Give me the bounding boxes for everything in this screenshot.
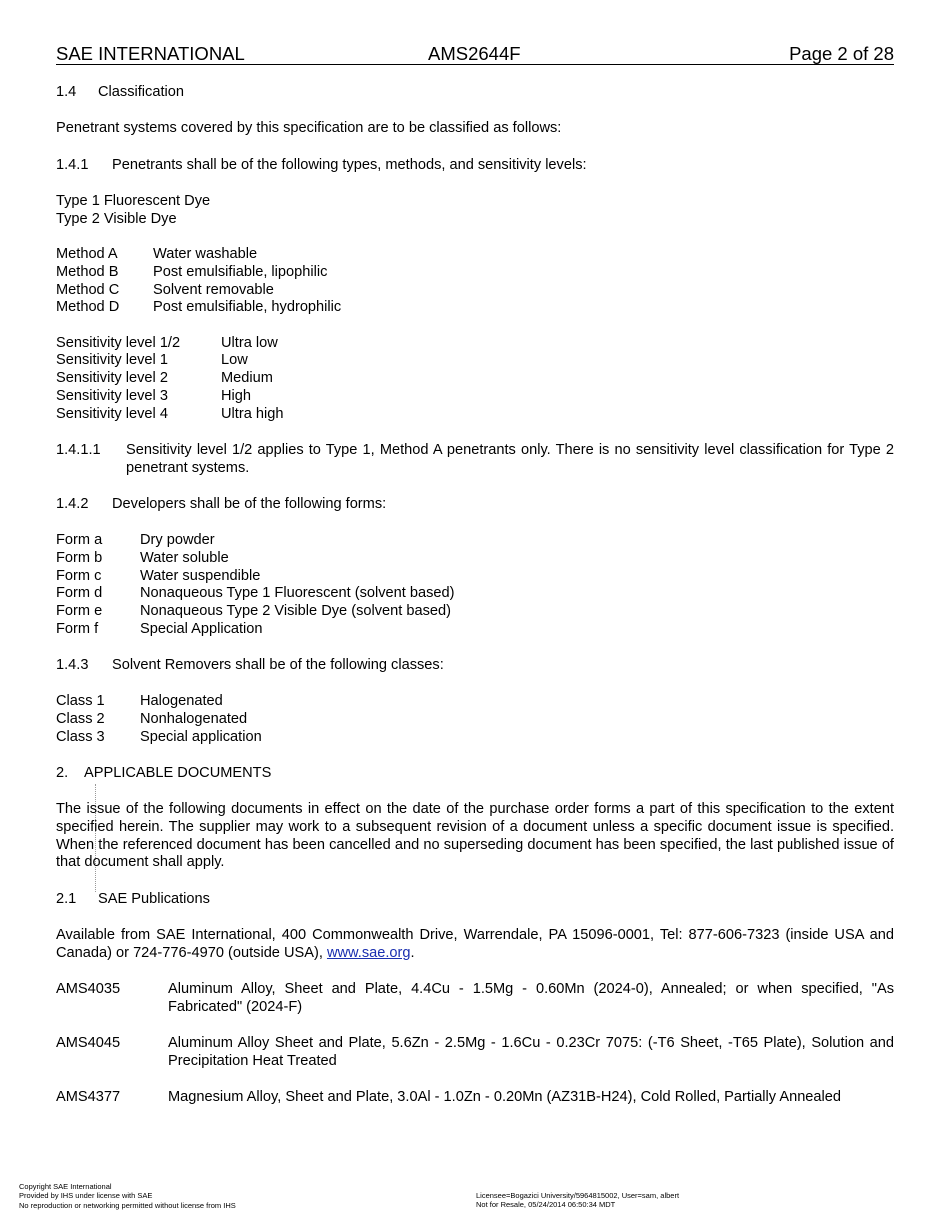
sensitivity-label: Sensitivity level 2	[56, 370, 168, 386]
section-title-applicable-documents: APPLICABLE DOCUMENTS	[84, 765, 272, 781]
sensitivity-label: Sensitivity level 3	[56, 388, 168, 404]
class-label: Class 3	[56, 729, 105, 745]
class-desc: Halogenated	[140, 693, 223, 709]
method-desc: Post emulsifiable, lipophilic	[153, 264, 328, 280]
developers-heading: Developers shall be of the following forms:	[112, 496, 387, 512]
section-number-2-1: 2.1	[56, 891, 77, 907]
doc-code: AMS4045	[56, 1035, 121, 1051]
class-label: Class 1	[56, 693, 105, 709]
sae-availability-text	[56, 927, 894, 963]
classification-intro: Penetrant systems covered by this specification are to be classified as follows:	[56, 120, 562, 136]
sensitivity-desc: Ultra low	[221, 335, 278, 351]
form-label: Form e	[56, 603, 103, 619]
sensitivity-desc: Low	[221, 352, 248, 368]
class-desc: Special application	[140, 729, 262, 745]
sensitivity-desc: High	[221, 388, 252, 404]
form-desc: Dry powder	[140, 532, 215, 548]
doc-code: AMS4035	[56, 981, 121, 997]
doc-code: AMS4377	[56, 1089, 121, 1105]
sensitivity-desc: Ultra high	[221, 406, 284, 422]
section-number-1-4-3: 1.4.3	[56, 657, 89, 673]
class-label: Class 2	[56, 711, 105, 727]
footer-line: Copyright SAE International	[19, 1182, 112, 1191]
method-label: Method C	[56, 282, 120, 298]
section-number-1-4-1-1: 1.4.1.1	[56, 442, 101, 458]
section-number-1-4-1: 1.4.1	[56, 157, 89, 173]
form-label: Form d	[56, 585, 103, 601]
header-document-number: AMS2644F	[428, 43, 521, 64]
sensitivity-desc: Medium	[221, 370, 273, 386]
doc-desc: Aluminum Alloy, Sheet and Plate, 4.4Cu - 1.5Mg - 0.60Mn (2024-0), Annealed; or when specified, "As Fabricated" (2024-F)	[168, 981, 894, 1015]
footer-license	[476, 1191, 679, 1210]
method-desc: Post emulsifiable, hydrophilic	[153, 299, 342, 315]
type-item: Type 1 Fluorescent Dye	[56, 193, 211, 209]
penetrants-heading: Penetrants shall be of the following types, methods, and sensitivity levels:	[112, 157, 587, 173]
header-page-number: Page 2 of 28	[789, 43, 894, 64]
class-desc: Nonhalogenated	[140, 711, 248, 727]
sensitivity-note: Sensitivity level 1/2 applies to Type 1, Method A penetrants only. There is no sensitivity level classification for Type 2 penetrant systems.	[126, 442, 894, 476]
footer-line: Licensee=Bogazici University/5964815002, User=sam, albert	[476, 1191, 680, 1200]
form-desc: Water suspendible	[140, 568, 261, 584]
sae-availability-text-after: .	[410, 944, 415, 961]
method-label: Method B	[56, 264, 119, 280]
sensitivity-label: Sensitivity level 1	[56, 352, 168, 368]
method-desc: Solvent removable	[153, 282, 274, 298]
header-organization: SAE INTERNATIONAL	[56, 43, 245, 64]
doc-desc: Aluminum Alloy Sheet and Plate, 5.6Zn - 2.5Mg - 1.6Cu - 0.23Cr 7075: (-T6 Sheet, -T65 Plate), Solution and Precipitation Heat Treated	[168, 1035, 894, 1069]
form-label: Form f	[56, 621, 99, 637]
form-desc: Nonaqueous Type 1 Fluorescent (solvent based)	[140, 585, 455, 601]
form-label: Form a	[56, 532, 103, 548]
footer-line: Provided by IHS under license with SAE	[19, 1191, 153, 1201]
footer-line: Not for Resale, 05/24/2014 06:50:34 MDT	[476, 1200, 616, 1210]
method-label: Method D	[56, 299, 120, 315]
section-title-classification: Classification	[98, 84, 184, 100]
form-desc: Special Application	[140, 621, 263, 637]
form-desc: Water soluble	[140, 550, 229, 566]
form-desc: Nonaqueous Type 2 Visible Dye (solvent based)	[140, 603, 451, 619]
page-header	[56, 43, 894, 65]
form-label: Form b	[56, 550, 103, 566]
footer-line: No reproduction or networking permitted without license from IHS	[19, 1200, 236, 1210]
sensitivity-label: Sensitivity level 4	[56, 406, 168, 422]
applicable-documents-text: The issue of the following documents in effect on the date of the purchase order forms a part of this specification to the extent specified herein. The supplier may work to a subsequent revision of a document unless a specific document issue is specified. When the referenced document has been cancelled and no superseding document has been specified, the last published issue of that document shall apply.	[56, 801, 894, 871]
type-item: Type 2 Visible Dye	[56, 211, 177, 227]
section-number-2: 2.	[56, 765, 69, 781]
solvent-removers-heading: Solvent Removers shall be of the following classes:	[112, 657, 444, 673]
section-number-1-4-2: 1.4.2	[56, 496, 89, 512]
section-number-1-4: 1.4	[56, 84, 77, 100]
sensitivity-label: Sensitivity level 1/2	[56, 335, 181, 351]
section-title-sae-publications: SAE Publications	[98, 891, 210, 907]
sae-availability-text-before: Available from SAE International, 400 Commonwealth Drive, Warrendale, PA 15096-0001, Tel: 877-606-7323 (inside USA and Canada) or 724-776-4970 (outside USA),	[56, 927, 894, 961]
document-page	[56, 0, 894, 1230]
method-desc: Water washable	[153, 246, 258, 262]
doc-desc: Magnesium Alloy, Sheet and Plate, 3.0Al - 1.0Zn - 0.20Mn (AZ31B-H24), Cold Rolled, Partially Annealed	[168, 1089, 842, 1105]
method-label: Method A	[56, 246, 118, 262]
footer-copyright	[19, 1182, 236, 1210]
form-label: Form c	[56, 568, 102, 584]
sae-website-link[interactable]: www.sae.org	[326, 944, 411, 961]
